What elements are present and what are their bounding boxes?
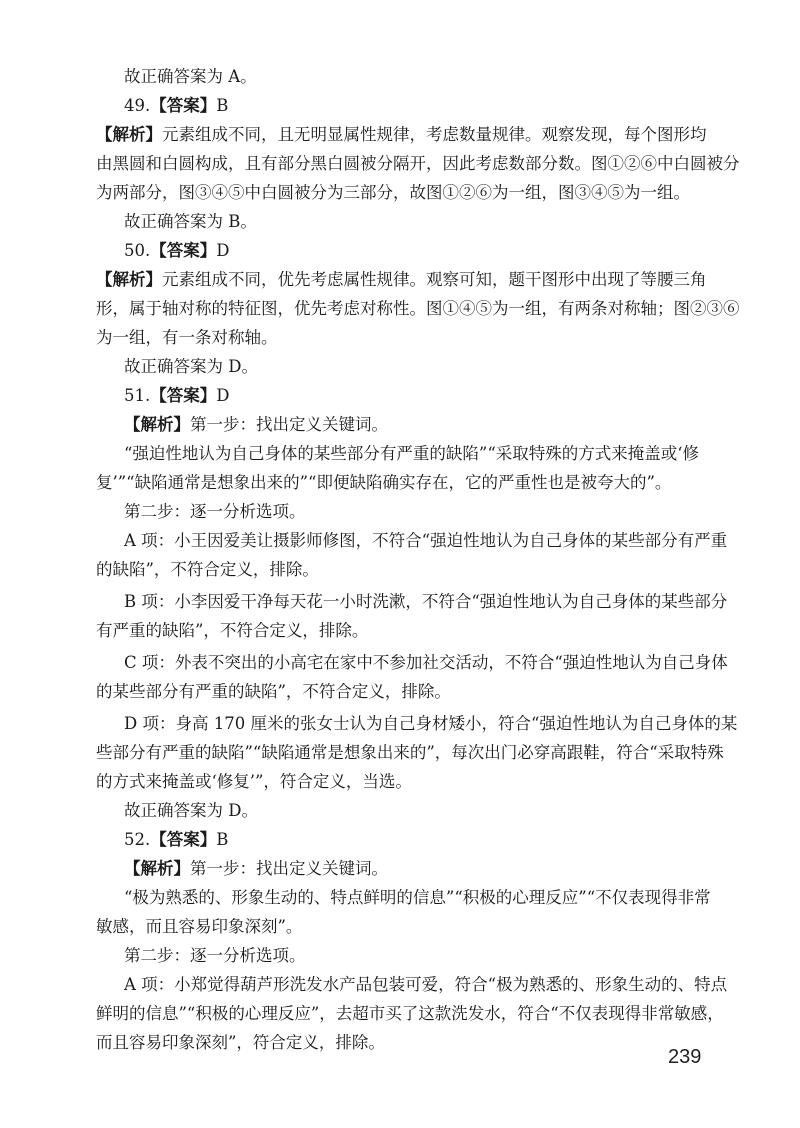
analysis-label: 【解析】 — [96, 125, 162, 144]
option-c: 的某些部分有严重的缺陷”，不符合定义，排除。 — [96, 682, 451, 701]
question-number: 49. — [124, 96, 151, 115]
keywords-line: 敏感，而且容易印象深刻”。 — [96, 917, 303, 936]
conclusion-48: 故正确答案为 A。 — [124, 67, 257, 86]
analysis-line: 【解析】元素组成不同，优先考虑属性规律。观察可知，题干图形中出现了等腰三角 — [96, 270, 707, 289]
analysis-line: 【解析】第一步：找出定义关键词。 — [124, 415, 388, 434]
keywords-line: “极为熟悉的、形象生动的、特点鲜明的信息”“积极的心理反应”“不仅表现得非常 — [124, 888, 711, 907]
conclusion-49: 故正确答案为 B。 — [124, 212, 257, 231]
option-a: 鲜明的信息”“积极的心理反应”，去超市买了这款洗发水，符合“不仅表现得非常敏感， — [96, 1004, 724, 1023]
analysis-line: 由黑圆和白圆构成，且有部分黑白圆被分隔开，因此考虑数部分数。图①②⑥中白圆被分 — [96, 154, 740, 173]
option-c: C 项：外表不突出的小高宅在家中不参加社交活动，不符合“强迫性地认为自己身体 — [124, 653, 728, 672]
question-number: 50. — [124, 241, 151, 260]
answer-value: B — [216, 96, 229, 115]
question-51-header — [96, 381, 708, 410]
step2-line: 第二步：逐一分析选项。 — [124, 502, 306, 521]
answer-value: D — [216, 241, 230, 260]
option-a: A 项：小王因爱美让摄影师修图，不符合“强迫性地认为自己身体的某些部分有严重 — [124, 531, 728, 550]
answer-label: 【答案】 — [150, 830, 217, 849]
option-d: D 项：身高 170 厘米的张女士认为自己身材矮小，符合“强迫性地认为自己身体的某 — [124, 714, 738, 733]
option-d: 的方式来掩盖或‘修复’”，符合定义，当选。 — [96, 772, 412, 791]
answer-label: 【答案】 — [150, 96, 217, 115]
answer-value: B — [216, 830, 229, 849]
conclusion-51: 故正确答案为 D。 — [124, 801, 258, 820]
question-50-header — [96, 236, 708, 265]
answer-label: 【答案】 — [150, 386, 217, 405]
option-b: B 项：小李因爱干净每天花一小时洗漱，不符合“强迫性地认为自己身体的某些部分 — [124, 592, 728, 611]
answer-value: D — [216, 386, 230, 405]
option-b: 有严重的缺陷”，不符合定义，排除。 — [96, 621, 369, 640]
option-a: 而且容易印象深刻”，符合定义，排除。 — [96, 1033, 385, 1052]
analysis-line: 为一组，有一条对称轴。 — [96, 328, 278, 347]
keywords-line: “强迫性地认为自己身体的某些部分有严重的缺陷”“采取特殊的方式来掩盖或‘修 — [124, 444, 700, 463]
question-number: 51. — [124, 386, 151, 405]
analysis-line: 【解析】第一步：找出定义关键词。 — [124, 859, 388, 878]
analysis-label: 【解析】 — [96, 270, 162, 289]
analysis-line: 为两部分，图③④⑤中白圆被分为三部分，故图①②⑥为一组，图③④⑤为一组。 — [96, 183, 690, 202]
analysis-label: 【解析】 — [124, 415, 190, 434]
option-a: A 项：小郑觉得葫芦形洗发水产品包装可爱，符合“极为熟悉的、形象生动的、特点 — [124, 975, 728, 994]
answer-label: 【答案】 — [150, 241, 217, 260]
step2-line: 第二步：逐一分析选项。 — [124, 946, 306, 965]
analysis-label: 【解析】 — [124, 859, 190, 878]
question-number: 52. — [124, 830, 151, 849]
keywords-line: 复’”“缺陷通常是想象出来的”“即便缺陷确实存在，它的严重性也是被夸大的”。 — [96, 473, 672, 492]
answer-content — [96, 62, 740, 1057]
analysis-line: 形，属于轴对称的特征图，优先考虑对称性。图①④⑤为一组，有两条对称轴；图②③⑥ — [96, 299, 740, 318]
conclusion-50: 故正确答案为 D。 — [124, 357, 258, 376]
analysis-line: 【解析】元素组成不同，且无明显属性规律，考虑数量规律。观察发现，每个图形均 — [96, 125, 707, 144]
option-a: 的缺陷”，不符合定义，排除。 — [96, 560, 319, 579]
question-52-header — [96, 825, 708, 854]
page-number: 239 — [668, 1046, 702, 1068]
option-d: 些部分有严重的缺陷”“缺陷通常是想象出来的”，每次出门必穿高跟鞋，符合“采取特殊 — [96, 743, 724, 762]
question-49-header — [96, 91, 708, 120]
